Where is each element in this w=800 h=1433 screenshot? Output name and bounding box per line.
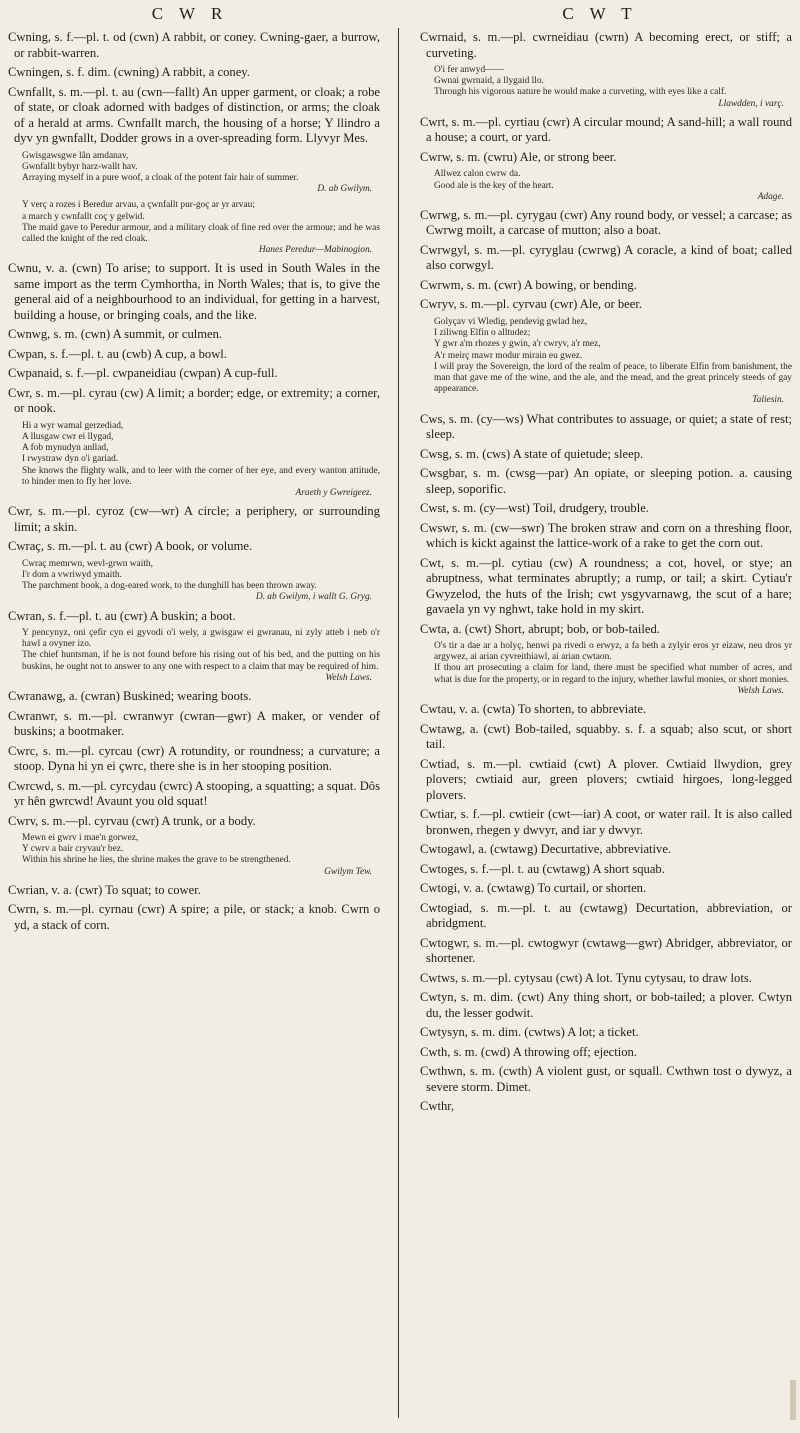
right-column	[420, 30, 792, 1119]
right-running-header: C W T	[562, 4, 638, 23]
dictionary-entry: Cwtau, v. a. (cwta) To shorten, to abbreviate.	[420, 702, 647, 717]
citation-line: Gwnfallt bybyr harz-wallt hav.	[22, 161, 138, 172]
dictionary-entry: Cwranwr, s. m.—pl. cwranwyr (cwran—gwr) A maker, or vender of buskins; a bootmaker.	[8, 708, 380, 739]
dictionary-entry: Cwnfallt, s. m.—pl. t. au (cwn—fallt) An upper garment, or cloak; a robe of state, or cloak adorned with badges of distinction, or arms; the cloak of a herald at arms. Cwnfallt march, the housing of a horse; Y llindro a dyv yn gwnfallt, Dodder grows in a over-spreading form. Llyvyr Mes.	[8, 84, 380, 145]
citation-block	[434, 317, 792, 407]
left-column	[8, 30, 380, 937]
citation-block	[22, 559, 380, 604]
citation-line: Y pencynyz, oni çefir cyn ei gyvodi o'i wely, a gwisgaw ei gwranau, ni zyly atteb i neb o'r hawl a ovyner izo.	[22, 628, 380, 650]
dictionary-entry: Cwr, s. m.—pl. cyroz (cw—wr) A circle; a periphery, or surrounding limit; a skin.	[8, 504, 380, 534]
citation-line: Y cwrv a bair cryvau'r bez.	[22, 844, 124, 855]
dictionary-entry: Cwtyn, s. m. dim. (cwt) Any thing short, or bob-tailed; a plover. Cwtyn du, the lesser godwit.	[420, 990, 792, 1020]
citation-block	[22, 833, 380, 878]
citation-block	[22, 628, 380, 684]
column-divider	[398, 28, 399, 1418]
dictionary-entry: Cwranawg, a. (cwran) Buskined; wearing boots.	[8, 689, 252, 704]
citation-source: Gwilym Tew.	[324, 866, 372, 877]
dictionary-entry: Cwrian, v. a. (cwr) To squat; to cower.	[8, 882, 201, 897]
citation-line: She knows the flighty walk, and to leer with the corner of her eye, and every wanton attitude, to hinder men to fly her love.	[22, 465, 380, 487]
dictionary-entry: Cwtogawl, a. (cwtawg) Decurtative, abbreviative.	[420, 842, 672, 857]
dictionary-entry: Cwtws, s. m.—pl. cytysau (cwt) A lot. Tynu cytysau, to draw lots.	[420, 970, 752, 985]
dictionary-entry: Cwsgbar, s. m. (cwsg—par) An opiate, or sleeping potion. a. causing sleep, soporific.	[420, 466, 792, 496]
citation-line: Within his shrine he lies, the shrine makes the grave to be strengthened.	[22, 855, 291, 866]
citation-line: A fob mynudyn anllad,	[22, 443, 109, 454]
dictionary-entry: Cwtysyn, s. m. dim. (cwtws) A lot; a ticket.	[420, 1025, 639, 1040]
dictionary-entry: Cwrw, s. m. (cwru) Ale, or strong beer.	[420, 149, 617, 164]
citation-line: I'r dom a vwriwyd ymaith.	[22, 569, 122, 580]
left-running-header: C W R	[151, 4, 229, 23]
citation-line: Arraying myself in a pure woof, a cloak of the potent fair hair of summer.	[22, 172, 299, 183]
dictionary-entry: Cwtogiad, s. m.—pl. t. au (cwtawg) Decurtation, abbreviation, or abridgment.	[420, 900, 792, 931]
citation-line: Y gwr a'm rhozes y gwin, a'r cwryv, a'r mez,	[434, 339, 601, 350]
citation-line: Good ale is the key of the heart.	[434, 180, 554, 191]
citation-line: Allwez calon cwrw da.	[434, 169, 521, 180]
dictionary-entry: Cwrwgyl, s. m.—pl. cyryglau (cwrwg) A coracle, a kind of boat; called also corwgyl.	[420, 242, 792, 273]
citation-block	[22, 421, 380, 499]
dictionary-entry: Cwth, s. m. (cwd) A throwing off; ejection.	[420, 1044, 637, 1059]
dictionary-entry: Cwtogi, v. a. (cwtawg) To curtail, or shorten.	[420, 881, 647, 896]
citation-line: The parchment book, a dog-eared work, to the dunghill has been thrown away.	[22, 581, 317, 592]
dictionary-entry: Cwran, s. f.—pl. t. au (cwr) A buskin; a boot.	[8, 608, 236, 623]
dictionary-entry: Cwrwm, s. m. (cwr) A bowing, or bending.	[420, 277, 637, 292]
citation-line: I rwystraw dyn o'i gariad.	[22, 454, 119, 465]
dictionary-entry: Cwpan, s. f.—pl. t. au (cwb) A cup, a bowl.	[8, 346, 227, 361]
citation-line: a march y cwnfallt coç y gelwid.	[22, 211, 145, 222]
citation-line: Gwisgawsgwe lân amdanav,	[22, 150, 129, 161]
citation-block	[434, 641, 792, 697]
dictionary-entry: Cwrv, s. m.—pl. cyrvau (cwr) A trunk, or a body.	[8, 813, 256, 828]
citation-line: Cwraç memrwn, wevl-grwn waith,	[22, 558, 153, 569]
dictionary-entry: Cwtawg, a. (cwt) Bob-tailed, squabby. s. f. a squab; also scut, or short tail.	[420, 721, 792, 752]
dictionary-entry: Cwrnaid, s. m.—pl. cwrneidiau (cwrn) A becoming erect, or stiff; a curveting.	[420, 30, 792, 60]
dictionary-entry: Cwning, s. f.—pl. t. od (cwn) A rabbit, or coney. Cwning-gaer, a burrow, or rabbit-warren.	[8, 30, 380, 60]
citation-line: O'i fer anwyd——	[434, 65, 504, 75]
citation-line: Golyçav vi Wledig, pendevig gwlad hez,	[434, 316, 588, 327]
dictionary-entry: Cwta, a. (cwt) Short, abrupt; bob, or bob-tailed.	[420, 621, 660, 636]
citation-source: Adage.	[757, 191, 784, 202]
dictionary-entry: Cwswr, s. m. (cw—swr) The broken straw and corn on a threshing floor, which is kickt against the lattice-work of a rake to get the corn out.	[420, 520, 792, 551]
dictionary-entry: Cwnu, v. a. (cwn) To arise; to support. It is used in South Wales in the same import as the term Cymhortha, in North Wales; that is, to give the general aid of a neighbourhood to an individual, for getting in a harvest, building a house, or bringing coals, and the like.	[8, 261, 380, 322]
citation-line: Through his vigorous nature he would make a curveting, with eyes like a calf.	[434, 87, 727, 98]
citation-line: The chief huntsman, if he is not found before his rising out of his bed, and the putting on his buskins, he ought not to answer to any one with respect to a claim that may be required of him.	[22, 650, 380, 672]
citation-line: I ziliwng Elfin o alltudez;	[434, 328, 531, 339]
citation-line: Y verç a rozes i Beredur arvau, a çwnfallt pur-goç ar yr arvau;	[22, 200, 255, 211]
citation-source: Welsh Laws.	[737, 685, 784, 696]
citation-source: Llawdden, i varç.	[718, 98, 784, 109]
dictionary-entry: Cwpanaid, s. f.—pl. cwpaneidiau (cwpan) A cup-full.	[8, 366, 278, 381]
dictionary-entry: Cwst, s. m. (cy—wst) Toil, drudgery, trouble.	[420, 501, 649, 516]
citation-source: Welsh Laws.	[325, 672, 372, 683]
citation-source: D. ab Gwilym.	[317, 184, 372, 195]
citation-source: Araeth y Gwreigeez.	[295, 488, 372, 499]
citation-line: Gwnai gwrnaid, a llygaid llo.	[434, 76, 544, 87]
citation-line: I will pray the Sovereign, the lord of the realm of peace, to liberate Elfin from banishment, the man that gave me of the wine, and the ale, and the mead, and the great princely steeds of gay appearance.	[434, 361, 792, 395]
citation-line: If thou art prosecuting a claim for land, there must be specified what number of acres, and what is due for the property, or in regard to the injury, whether lawful monies, or short monies.	[434, 663, 792, 685]
dictionary-entry: Cwt, s. m.—pl. cytiau (cw) A roundness; a cot, hovel, or stye; an abruptness, what terminates abruptly; a rump, or tail; a skirt. Cytiau'r Gwyzelod, the huts of the Irish; cwt ysgyvarnawg, the scut of a hare; gavaela yn vy nghwt, take hold in my skirt.	[420, 555, 792, 617]
dictionary-entry: Cwtiad, s. m.—pl. cwtiaid (cwt) A plover. Cwtiaid llwydion, grey plovers; cwtiaid aur, green plovers; cwtiaid hirgoes, long-legged plovers.	[420, 756, 792, 802]
dictionary-entry: Cwrt, s. m.—pl. cyrtiau (cwr) A circular mound; A sand-hill; a wall round a house; a court, or yard.	[420, 114, 792, 145]
citation-source: Taliesin.	[752, 395, 784, 406]
dictionary-entry: Cwthr,	[420, 1099, 455, 1114]
dictionary-entry: Cws, s. m. (cy—ws) What contributes to assuage, or quiet; a state of rest; sleep.	[420, 411, 792, 442]
citation-line: A'r meirç mawr modur mirain eu gwez.	[434, 350, 583, 361]
dictionary-entry: Cwrn, s. m.—pl. cyrnau (cwr) A spire; a pile, or stack; a knob. Cwrn o yd, a stack of corn.	[8, 902, 380, 932]
dictionary-entry: Cwrc, s. m.—pl. cyrcau (cwr) A rotundity, or roundness; a curvature; a stoop. Dyna hi yn ei çwrc, there she is in her stooping position.	[8, 743, 380, 774]
dictionary-entry: Cwthwn, s. m. (cwth) A violent gust, or squall. Cwthwn tost o dywyz, a severe storm. Dimet.	[420, 1064, 792, 1094]
dictionary-entry: Cwryv, s. m.—pl. cyrvau (cwr) Ale, or beer.	[420, 297, 642, 312]
citation-source: Hanes Peredur—Mabinogion.	[258, 245, 372, 256]
citation-block	[22, 200, 380, 256]
dictionary-entry: Cwtoges, s. f.—pl. t. au (cwtawg) A short squab.	[420, 861, 665, 876]
citation-line: A llusgaw cwr ei llygad,	[22, 432, 114, 443]
dictionary-entry: Cwraç, s. m.—pl. t. au (cwr) A book, or volume.	[8, 539, 253, 554]
citation-block	[434, 65, 792, 110]
citation-line: Hi a wyr wamal gerzediad,	[22, 420, 124, 431]
dictionary-entry: Cwtogwr, s. m.—pl. cwtogwyr (cwtawg—gwr) Abridger, abbreviator, or shortener.	[420, 935, 792, 966]
citation-line: The maid gave to Peredur armour, and a military cloak of fine red over the armour; and he was called the knight of the red cloak.	[22, 222, 380, 244]
dictionary-entry: Cwtiar, s. f.—pl. cwtieir (cwt—iar) A coot, or water rail. It is also called bronwen, rhegen y dwvyr, and iar y dwvyr.	[420, 807, 792, 837]
dictionary-entry: Cwrwg, s. m.—pl. cyrygau (cwr) Any round body, or vessel; a carcase; as Cwrwg moilt, a carcase of mutton; also a boat.	[420, 207, 792, 238]
citation-block	[22, 151, 380, 196]
dictionary-entry: Cwningen, s. f. dim. (cwning) A rabbit, a coney.	[8, 65, 250, 79]
binding-edge-mark	[790, 1380, 796, 1420]
citation-line: Mewn ei gwrv i mae'n gorwez,	[22, 833, 139, 844]
dictionary-entry: Cwnwg, s. m. (cwn) A summit, or culmen.	[8, 327, 223, 342]
dictionary-entry: Cwr, s. m.—pl. cyrau (cw) A limit; a border; edge, or extremity; a corner, or nook.	[8, 385, 380, 416]
dictionary-entry: Cwsg, s. m. (cws) A state of quietude; sleep.	[420, 446, 644, 461]
dictionary-entry: Cwrcwd, s. m.—pl. cyrcydau (cwrc) A stooping, a squatting; a squat. Dôs yr hên gwrcwd! Avaunt you old squat!	[8, 778, 380, 809]
citation-source: D. ab Gwilym, i wallt G. Gryg.	[255, 592, 372, 603]
citation-block	[434, 169, 792, 203]
citation-line: O's tir a dae ar a holyç, henwi pa rivedi o erwyz, a fa beth a zylyir eros yr eizaw, neu dros yr argywez, ai arian cyvreithiawl, ai arian cwtaon.	[434, 641, 792, 663]
